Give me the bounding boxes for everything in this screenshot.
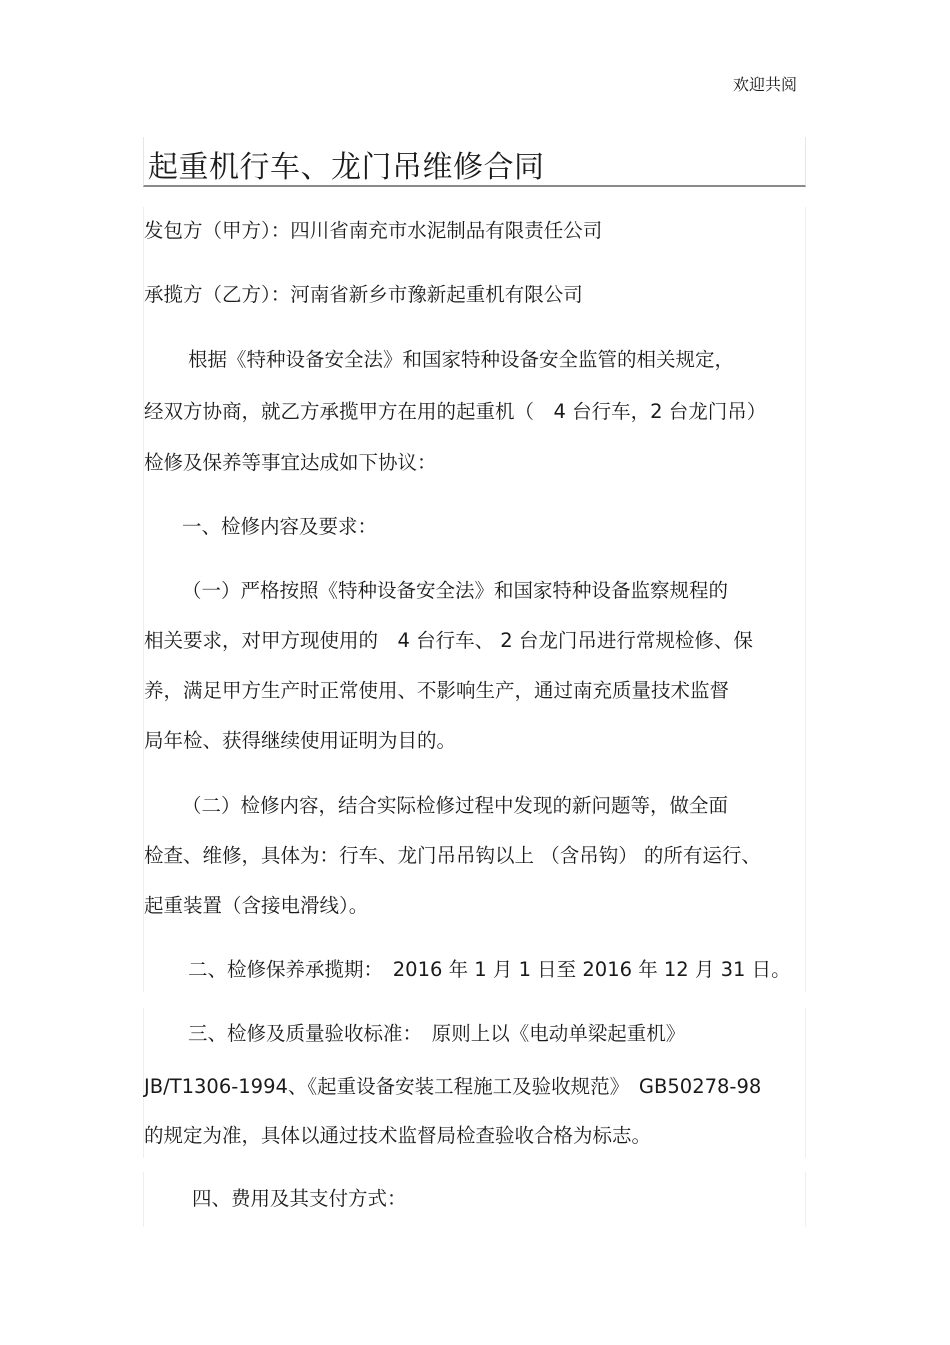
section1-item2-line-3: 起重装置（含接电滑线）。 xyxy=(144,894,369,917)
section1-item2-line-1: （二）检修内容，结合实际检修过程中发现的新问题等，做全面 xyxy=(182,794,729,817)
section2: 二、检修保养承揽期： 2016 年 1 月 1 日至 2016 年 12 月 31 日。 xyxy=(188,958,791,981)
section3-line-3: 的规定为准，具体以通过技术监督局检查验收合格为标志。 xyxy=(144,1124,652,1147)
section1-heading: 一、检修内容及要求： xyxy=(182,515,378,538)
section1-item2-line-2: 检查、维修，具体为：行车、龙门吊吊钩以上 （含吊钩） 的所有运行、 xyxy=(144,844,761,867)
party-a: 发包方（甲方）：四川省南充市水泥制品有限责任公司 xyxy=(144,219,603,242)
section3-line-1: 三、检修及质量验收标准： 原则上以《电动单梁起重机》 xyxy=(188,1022,686,1045)
section4-heading: 四、费用及其支付方式： xyxy=(192,1187,407,1210)
section1-item1-line-3: 养，满足甲方生产时正常使用、不影响生产，通过南充质量技术监督 xyxy=(144,679,730,702)
section1-item1-line-2: 相关要求，对甲方现使用的 4 台行车、 2 台龙门吊进行常规检修、保 xyxy=(144,629,753,652)
section3-line-2: JB/T1306-1994、《起重设备安装工程施工及验收规范》 GB50278-98 xyxy=(144,1075,762,1098)
intro-line-3: 检修及保养等事宜达成如下协议： xyxy=(144,451,437,474)
title-box xyxy=(143,137,806,187)
intro-line-2: 经双方协商，就乙方承揽甲方在用的起重机（ 4 台行车，2 台龙门吊） xyxy=(144,400,767,423)
header-note: 欢迎共阅 xyxy=(733,75,798,94)
document-title: 起重机行车、龙门吊维修合同 xyxy=(148,150,545,185)
intro-line-1: 根据《特种设备安全法》和国家特种设备安全监管的相关规定， xyxy=(188,348,735,371)
section1-item1-line-4: 局年检、获得继续使用证明为目的。 xyxy=(144,729,457,752)
party-b: 承揽方（乙方）：河南省新乡市豫新起重机有限公司 xyxy=(144,283,583,306)
section1-item1-line-1: （一）严格按照《特种设备安全法》和国家特种设备监察规程的 xyxy=(182,579,729,602)
